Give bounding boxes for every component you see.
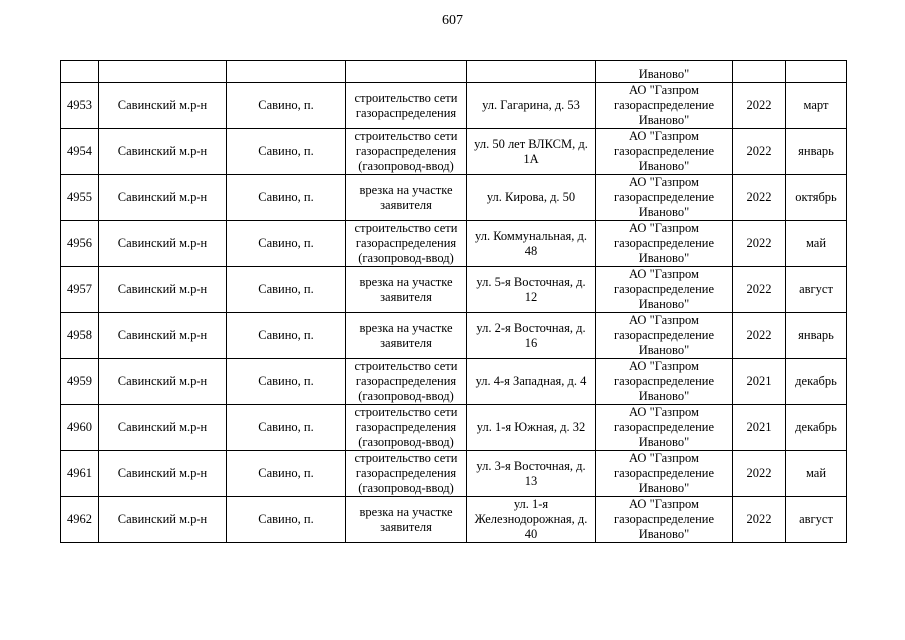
- cell-year: 2022: [733, 267, 786, 313]
- cell-settlement: Савино, п.: [227, 175, 346, 221]
- cell-address: ул. 5-я Восточная, д. 12: [467, 267, 596, 313]
- cell-address: ул. 50 лет ВЛКСМ, д. 1А: [467, 129, 596, 175]
- cell-district: Савинский м.р-н: [99, 83, 227, 129]
- cell-settlement: [227, 61, 346, 83]
- cell-num: 4955: [61, 175, 99, 221]
- cell-year: 2022: [733, 129, 786, 175]
- cell-org: АО "Газпром газораспределение Иваново": [596, 451, 733, 497]
- cell-year: 2022: [733, 83, 786, 129]
- cell-address: ул. Кирова, д. 50: [467, 175, 596, 221]
- cell-settlement: Савино, п.: [227, 451, 346, 497]
- cell-work: строительство сети газораспределения (газопровод-ввод): [346, 405, 467, 451]
- cell-year: 2021: [733, 359, 786, 405]
- cell-district: Савинский м.р-н: [99, 405, 227, 451]
- table-row: [61, 221, 847, 267]
- cell-work: строительство сети газораспределения (газопровод-ввод): [346, 359, 467, 405]
- cell-org: АО "Газпром газораспределение Иваново": [596, 221, 733, 267]
- cell-month: август: [786, 267, 847, 313]
- cell-month: май: [786, 221, 847, 267]
- cell-district: Савинский м.р-н: [99, 221, 227, 267]
- cell-num: 4958: [61, 313, 99, 359]
- table-row: [61, 129, 847, 175]
- cell-num: 4961: [61, 451, 99, 497]
- cell-month: январь: [786, 313, 847, 359]
- cell-org: АО "Газпром газораспределение Иваново": [596, 313, 733, 359]
- table-row-partial: [61, 61, 847, 83]
- table-row: [61, 175, 847, 221]
- cell-year: 2022: [733, 497, 786, 543]
- cell-district: Савинский м.р-н: [99, 267, 227, 313]
- cell-month: декабрь: [786, 359, 847, 405]
- cell-settlement: Савино, п.: [227, 83, 346, 129]
- cell-address: ул. 1-я Южная, д. 32: [467, 405, 596, 451]
- cell-settlement: Савино, п.: [227, 267, 346, 313]
- page-number: 607: [442, 13, 463, 28]
- cell-district: Савинский м.р-н: [99, 313, 227, 359]
- table-row: [61, 405, 847, 451]
- cell-org: АО "Газпром газораспределение Иваново": [596, 359, 733, 405]
- cell-org: АО "Газпром газораспределение Иваново": [596, 497, 733, 543]
- cell-num: 4957: [61, 267, 99, 313]
- cell-month: март: [786, 83, 847, 129]
- cell-district: Савинский м.р-н: [99, 451, 227, 497]
- cell-address: ул. 1-я Железнодорожная, д. 40: [467, 497, 596, 543]
- table-row: [61, 83, 847, 129]
- cell-district: Савинский м.р-н: [99, 359, 227, 405]
- cell-work: врезка на участке заявителя: [346, 313, 467, 359]
- cell-work: врезка на участке заявителя: [346, 267, 467, 313]
- cell-org: АО "Газпром газораспределение Иваново": [596, 405, 733, 451]
- cell-settlement: Савино, п.: [227, 313, 346, 359]
- cell-work: строительство сети газораспределения (газопровод-ввод): [346, 221, 467, 267]
- cell-settlement: Савино, п.: [227, 359, 346, 405]
- cell-org: АО "Газпром газораспределение Иваново": [596, 83, 733, 129]
- cell-year: 2022: [733, 313, 786, 359]
- cell-work: [346, 61, 467, 83]
- table-row: [61, 313, 847, 359]
- cell-year: 2022: [733, 451, 786, 497]
- cell-district: Савинский м.р-н: [99, 129, 227, 175]
- cell-address: [467, 61, 596, 83]
- cell-num: 4960: [61, 405, 99, 451]
- cell-num: [61, 61, 99, 83]
- cell-work: врезка на участке заявителя: [346, 497, 467, 543]
- cell-work: строительство сети газораспределения (газопровод-ввод): [346, 451, 467, 497]
- cell-address: ул. 2-я Восточная, д. 16: [467, 313, 596, 359]
- cell-year: 2021: [733, 405, 786, 451]
- cell-month: [786, 61, 847, 83]
- cell-year: 2022: [733, 175, 786, 221]
- cell-address: ул. Гагарина, д. 53: [467, 83, 596, 129]
- cell-settlement: Савино, п.: [227, 129, 346, 175]
- cell-month: январь: [786, 129, 847, 175]
- cell-address: ул. 4-я Западная, д. 4: [467, 359, 596, 405]
- cell-org: АО "Газпром газораспределение Иваново": [596, 175, 733, 221]
- table-row: [61, 451, 847, 497]
- cell-settlement: Савино, п.: [227, 405, 346, 451]
- cell-num: 4962: [61, 497, 99, 543]
- cell-num: 4956: [61, 221, 99, 267]
- cell-org: АО "Газпром газораспределение Иваново": [596, 267, 733, 313]
- cell-month: октябрь: [786, 175, 847, 221]
- cell-month: август: [786, 497, 847, 543]
- cell-month: май: [786, 451, 847, 497]
- table-row: [61, 359, 847, 405]
- gas-connection-table: [60, 60, 847, 543]
- cell-district: [99, 61, 227, 83]
- cell-address: ул. 3-я Восточная, д. 13: [467, 451, 596, 497]
- cell-work: врезка на участке заявителя: [346, 175, 467, 221]
- table-row: [61, 497, 847, 543]
- cell-num: 4959: [61, 359, 99, 405]
- cell-settlement: Савино, п.: [227, 221, 346, 267]
- cell-org: АО "Газпром газораспределение Иваново": [596, 129, 733, 175]
- cell-org: Иваново": [596, 61, 733, 83]
- cell-work: строительство сети газораспределения: [346, 83, 467, 129]
- cell-settlement: Савино, п.: [227, 497, 346, 543]
- cell-district: Савинский м.р-н: [99, 497, 227, 543]
- cell-district: Савинский м.р-н: [99, 175, 227, 221]
- cell-address: ул. Коммунальная, д. 48: [467, 221, 596, 267]
- cell-month: декабрь: [786, 405, 847, 451]
- cell-work: строительство сети газораспределения (газопровод-ввод): [346, 129, 467, 175]
- cell-num: 4954: [61, 129, 99, 175]
- table-row: [61, 267, 847, 313]
- cell-year: 2022: [733, 221, 786, 267]
- cell-year: [733, 61, 786, 83]
- cell-num: 4953: [61, 83, 99, 129]
